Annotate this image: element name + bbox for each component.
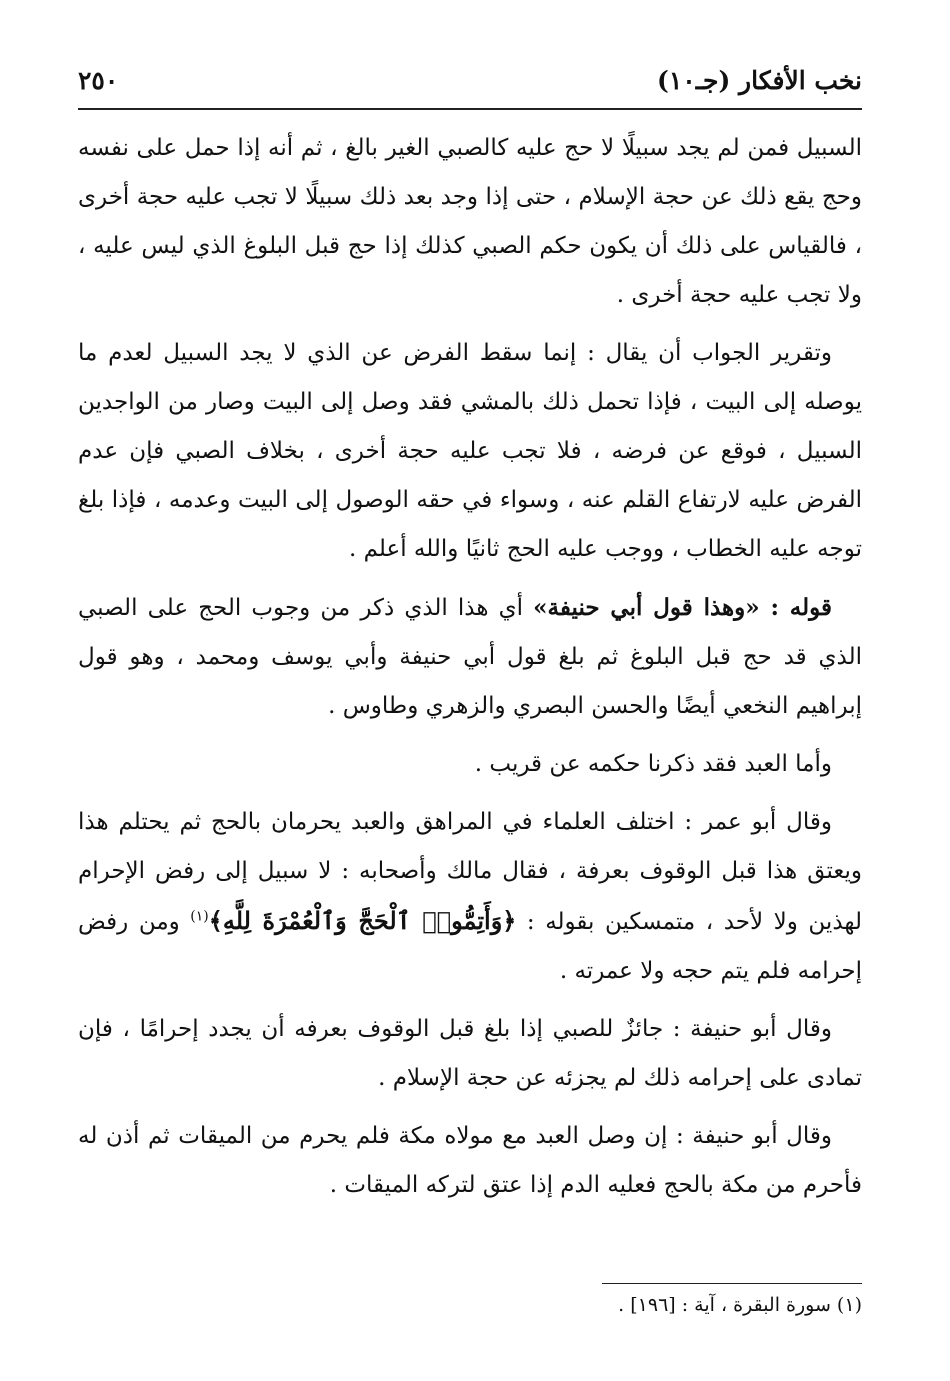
page-header: [78, 62, 862, 98]
paragraph-text: أي هذا الذي ذكر من وجوب الحج على الصبي الذي قد حج قبل البلوغ ثم بلغ قول أبي حنيفة وأبي يوسف ومحمد ، وهو قول إبراهيم النخعي أيضًا والحسن البصري والزهري وطاوس .: [78, 595, 862, 719]
paragraph-text: ومن رفض إحرامه فلم يتم حجه ولا عمرته .: [78, 909, 862, 984]
main-text: [78, 124, 862, 1219]
paragraph: [78, 583, 862, 731]
paragraph: السبيل فمن لم يجد سبيلًا لا حج عليه كالصبي الغير بالغ ، ثم أنه إذا حمل على نفسه وحج يقع ذلك عن حجة الإسلام ، حتى إذا وجد بعد ذلك سبيلًا لا تجب عليه حجة أخرى ، فالقياس على ذلك أن يكون حكم الصبي كذلك إذا حج قبل البلوغ الذي ليس عليه ، ولا تجب عليه حجة أخرى .: [78, 135, 862, 308]
paragraph: [78, 798, 862, 996]
paragraph: وقال أبو حنيفة : إن وصل العبد مع مولاه مكة فلم يحرم من الميقات ثم أذن له فأحرم من مكة بالحج فعليه الدم إذا عتق لتركه الميقات .: [78, 1123, 862, 1198]
footnote-divider: [602, 1283, 862, 1284]
page-number: ٢٥٠: [78, 65, 119, 95]
paragraph: وتقرير الجواب أن يقال : إنما سقط الفرض عن الذي لا يجد السبيل لعدم ما يوصله إلى البيت ، فإذا تحمل ذلك بالمشي فقد وصل إلى البيت وصار من الواجدين السبيل ، فوقع عن فرضه ، فلا تجب عليه حجة أخرى ، بخلاف الصبي فإن عدم الفرض عليه لارتفاع القلم عنه ، وسواء في حقه الوصول إلى البيت وعدمه ، فإذا بلغ توجه عليه الخطاب ، ووجب عليه الحج ثانيًا والله أعلم .: [78, 340, 862, 562]
quran-verse: ﴿وَأَتِمُّوا۟ ٱلْحَجَّ وَٱلْعُمْرَةَ لِلَّهِ﴾: [208, 906, 517, 935]
paragraph: وأما العبد فقد ذكرنا حكمه عن قريب .: [474, 751, 832, 777]
footnote-reference: (١): [190, 908, 209, 925]
book-title: نخب الأفكار (جـ١٠): [656, 65, 862, 95]
paragraph: وقال أبو حنيفة : جائزٌ للصبي إذا بلغ قبل الوقوف بعرفه أن يجدد إحرامًا ، فإن تمادى على إحرامه ذلك لم يجزئه عن حجة الإسلام .: [78, 1016, 862, 1091]
quoted-lead: قوله : «وهذا قول أبي حنيفة»: [533, 594, 832, 621]
footnote: (١) سورة البقرة ، آية : [١٩٦] .: [618, 1294, 862, 1316]
paragraph-text: وقال أبو عمر : اختلف العلماء في المراهق والعبد يحرمان بالحج ثم يحتلم هذا ويعتق هذا قبل الوقوف بعرفة ، فقال مالك وأصحابه : لا سبيل إلى رفض الإحرام لهذين ولا لأحد ، متمسكين بقوله :: [78, 809, 862, 935]
header-divider: [78, 108, 862, 110]
